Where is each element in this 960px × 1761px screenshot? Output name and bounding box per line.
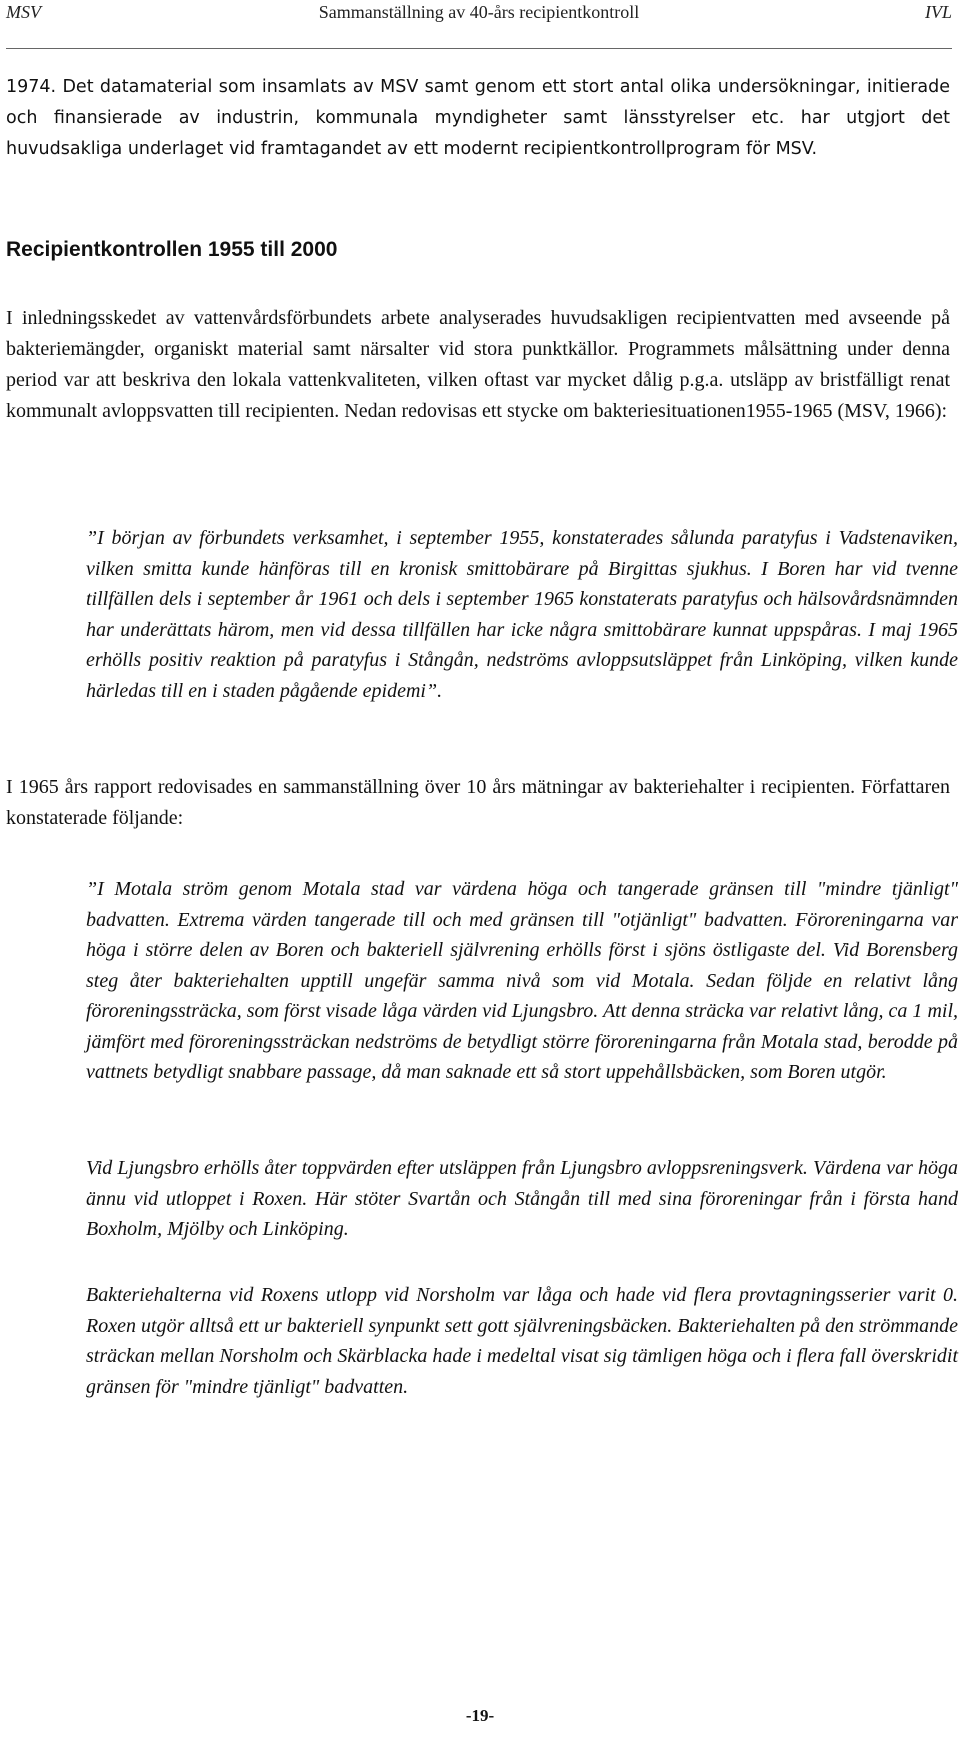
header-org-right: IVL [925,2,952,22]
quote-ljungsbro-text: Vid Ljungsbro erhölls åter toppvärden efter utsläppen från Ljungsbro avloppsreningsverk. Värdena var höga ännu vid utloppet i Roxen. Här stöter Svartån och Stångån till med sina föroreningar från i första hand Boxholm, Mjölby och Linköping. [86,1157,958,1240]
section-heading-text: Recipientkontrollen 1955 till 2000 [6,238,338,261]
quote-ljungsbro [86,1153,958,1245]
page-number: -19- [465,1706,495,1725]
paragraph-1965-report [6,772,950,834]
section-heading [6,236,950,264]
header-divider [6,48,952,49]
paragraph-1965-report-text: I 1965 års rapport redovisades en sammanställning över 10 års mätningar av bakteriehalter i recipienten. Författaren konstaterade följande: [6,776,950,829]
paragraph-program [6,303,950,427]
header-title: Sammanställning av 40-års recipientkontroll [318,2,640,22]
header-org-left: MSV [6,2,41,22]
quote-motala-text: ”I Motala ström genom Motala stad var värdena höga och tangerade gränsen till "mindre tjänligt" badvatten. Extrema värden tangerade till och med gränsen till "otjänligt" badvatten. Föroreningarna var höga i större delen av Boren och bakteriell självrening erhölls först i sjöns östligaste del. Vid Borensberg steg åter bakteriehalten upptill ungefär samma nivå som vid Motala. Sedan följde en relativt lång föroreningssträcka, som först visade låga värden vid Ljungsbro. Att denna sträcka var relativt lång, ca 1 mil, jämfört med föroreningssträckan nedströms de betydligt större föroreningarna från Motala stad, berodde på vattnets betydligt snabbare passage, då man saknade ett så stort uppehållsbäcken, som Boren utgör. [86,878,958,1083]
paragraph-program-text: I inledningsskedet av vattenvårdsförbundets arbete analyserades huvudsakligen recipientvatten med avseende på bakteriemängder, organiskt material samt närsalter vid stora punktkällor. Programmets målsättning under denna period var att beskriva den lokala vattenkvaliteten, vilken oftast var mycket dålig p.g.a. utsläpp av bristfälligt renat kommunalt avloppsvatten till recipienten. Nedan redovisas ett stycke om bakteriesituationen1955-1965 (MSV, 1966): [6,307,950,422]
paragraph-intro-text: 1974. Det datamaterial som insamlats av MSV samt genom ett stort antal olika undersökningar, initierade och finansierade av industrin, kommunala myndigheter samt länsstyrelser etc. har utgjort det huvudsakliga underlaget vid framtagandet av ett modernt recipientkontrollprogram för MSV. [6,77,950,159]
quote-paratyfus-text: ”I början av förbundets verksamhet, i september 1955, konstaterades sålunda paratyfus i Vadstenaviken, vilken smitta kunde hänföras till en kronisk smittobärare på Birgittas sjukhus. I Boren har vid tvenne tillfällen dels i september år 1961 och dels i september 1965 konstaterats paratyfus och hälsovårdsnämnden har underättats härom, men vid dessa tillfällen har icke några smittobärare kunnat uppspåras. I maj 1965 erhölls positiv reaktion på paratyfus i Stångån, nedströms avloppsutsläppet från Linköping, vilken kunde härledas till en i staden pågående epidemi”. [86,527,958,702]
quote-roxen [86,1280,958,1402]
paragraph-intro [6,72,950,165]
quote-roxen-text: Bakteriehalterna vid Roxens utlopp vid Norsholm var låga och hade vid flera provtagningsserier varit 0. Roxen utgör alltså ett ur bakteriell synpunkt sett gott självreningsbäcken. Bakteriehalten på den strömmande sträckan mellan Norsholm och Skärblacka hade i medeltal visat sig tämligen höga och i flera fall överskridit gränsen för "mindre tjänligt" badvatten. [86,1284,958,1398]
quote-motala [86,874,958,1088]
page-header [6,0,952,42]
quote-paratyfus [86,523,958,706]
